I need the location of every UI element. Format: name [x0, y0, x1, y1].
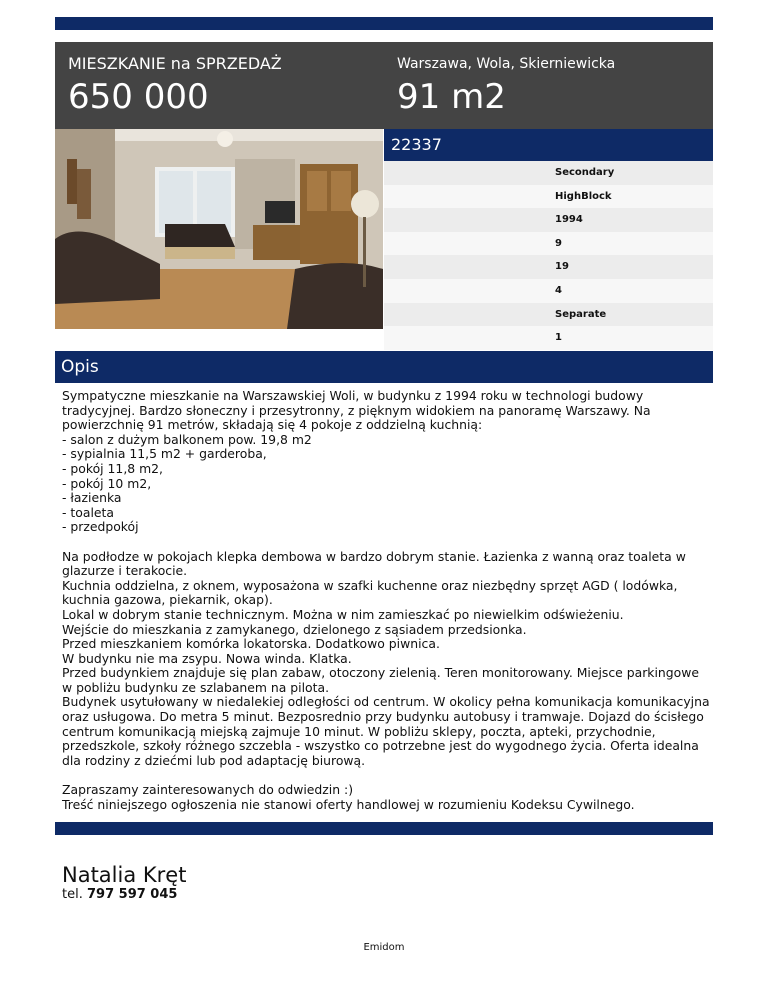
- description-text: Sympatyczne mieszkanie na Warszawskiej Woli, w budynku z 1994 roku w technologi budowy tradycyjnej. Bardzo słoneczny i przesytronny, z pięknym widokiem na panoramę Warszawy. Na powierzchnię 91 metrów, składają się 4 pokoje z oddzielną kuchnią: - salon z dużym balkonem pow. 19,8 m2 - sypialnia 11,5 m2 + garderoba, - pokój 11,8 m2, - pokój 10 m2, - łazienka - toaleta - przedpokój Na podłodze w pokojach klepka dembowa w bardzo dobrym stanie. Łazienka z wanną oraz toaleta w glazurze i terakocie. Kuchnia oddzielna, z oknem, wyposażona w szafki kuchenne oraz niezbędny sprzęt AGD ( lodówka, kuchnia gazowa, piekarnik, okap). Lokal w dobrym stanie technicznym. Można w nim zamieszkać po niewielkim odświeżeniu. Wejście do mieszkania z zamykanego, dzielonego z sąsiadem przedsionka. Przed mieszkaniem komórka lokatorska. Dodatkowo piwnica. W budynku nie ma zsypu. Nowa winda. Klatka. Przed budynkiem znajduje się plan zabaw, otoczony zielenią. Teren monitorowany. Miejsce parkingowe w pobliżu budynku ze szlabanem na pilota. Budynek usytułowany w niedalekiej odległości od centrum. W okolicy pełna komunikacja komunikacyjna oraz usługowa. Do metra 5 minut. Bezposrednio przy budynku autobusy i tramwaje. Dojazd do ścisłego centrum komunikacją miejską zajmuje 10 minut. W pobliżu sklepy, poczta, apteki, przychodnie, przedszkole, szkoły różnego szczebla - wszystko co potrzebne jest do wygodnego życia. Oferta idealna dla rodziny z dziećmi lub pod adaptację biurową. Zapraszamy zainteresowanych do odwiedzin :) Treść niniejszego ogłoszenia nie stanowi oferty handlowej w rozumieniu Kodeksu Cywilnego.: [62, 388, 710, 812]
- agent-name: Natalia Kręt: [62, 863, 187, 887]
- description-heading-bar: [55, 351, 713, 383]
- details-table: [384, 161, 713, 350]
- detail-row-rooms: 4: [384, 279, 713, 303]
- description-heading: Opis: [61, 357, 99, 377]
- listing-location: Warszawa, Wola, Skierniewicka: [397, 56, 616, 72]
- apartment-photo: [55, 129, 383, 329]
- footer-company: Emidom: [363, 942, 405, 953]
- top-accent-bar: [55, 17, 713, 30]
- agent-phone: [62, 886, 177, 904]
- listing-area: 91 m2: [397, 77, 506, 117]
- detail-row-bathrooms: 1: [384, 326, 713, 350]
- detail-row-year: 1994: [384, 208, 713, 232]
- phone-label: tel.: [62, 887, 83, 902]
- detail-row-floor: 9: [384, 232, 713, 256]
- listing-price: 650 000: [68, 77, 209, 117]
- listing-type: MIESZKANIE na SPRZEDAŻ: [68, 54, 282, 73]
- header-left: [68, 54, 282, 120]
- listing-header: [55, 42, 713, 129]
- offer-id: 22337: [391, 135, 442, 154]
- offer-id-bar: [384, 129, 713, 161]
- living-room-photo: [55, 129, 383, 329]
- detail-row-floors-total: 19: [384, 255, 713, 279]
- detail-row-building-type: HighBlock: [384, 185, 713, 209]
- detail-row-market: Secondary: [384, 161, 713, 185]
- detail-row-kitchen: Separate: [384, 303, 713, 327]
- separator-bar: [55, 822, 713, 835]
- phone-number[interactable]: 797 597 045: [86, 887, 178, 902]
- header-right: [397, 54, 615, 120]
